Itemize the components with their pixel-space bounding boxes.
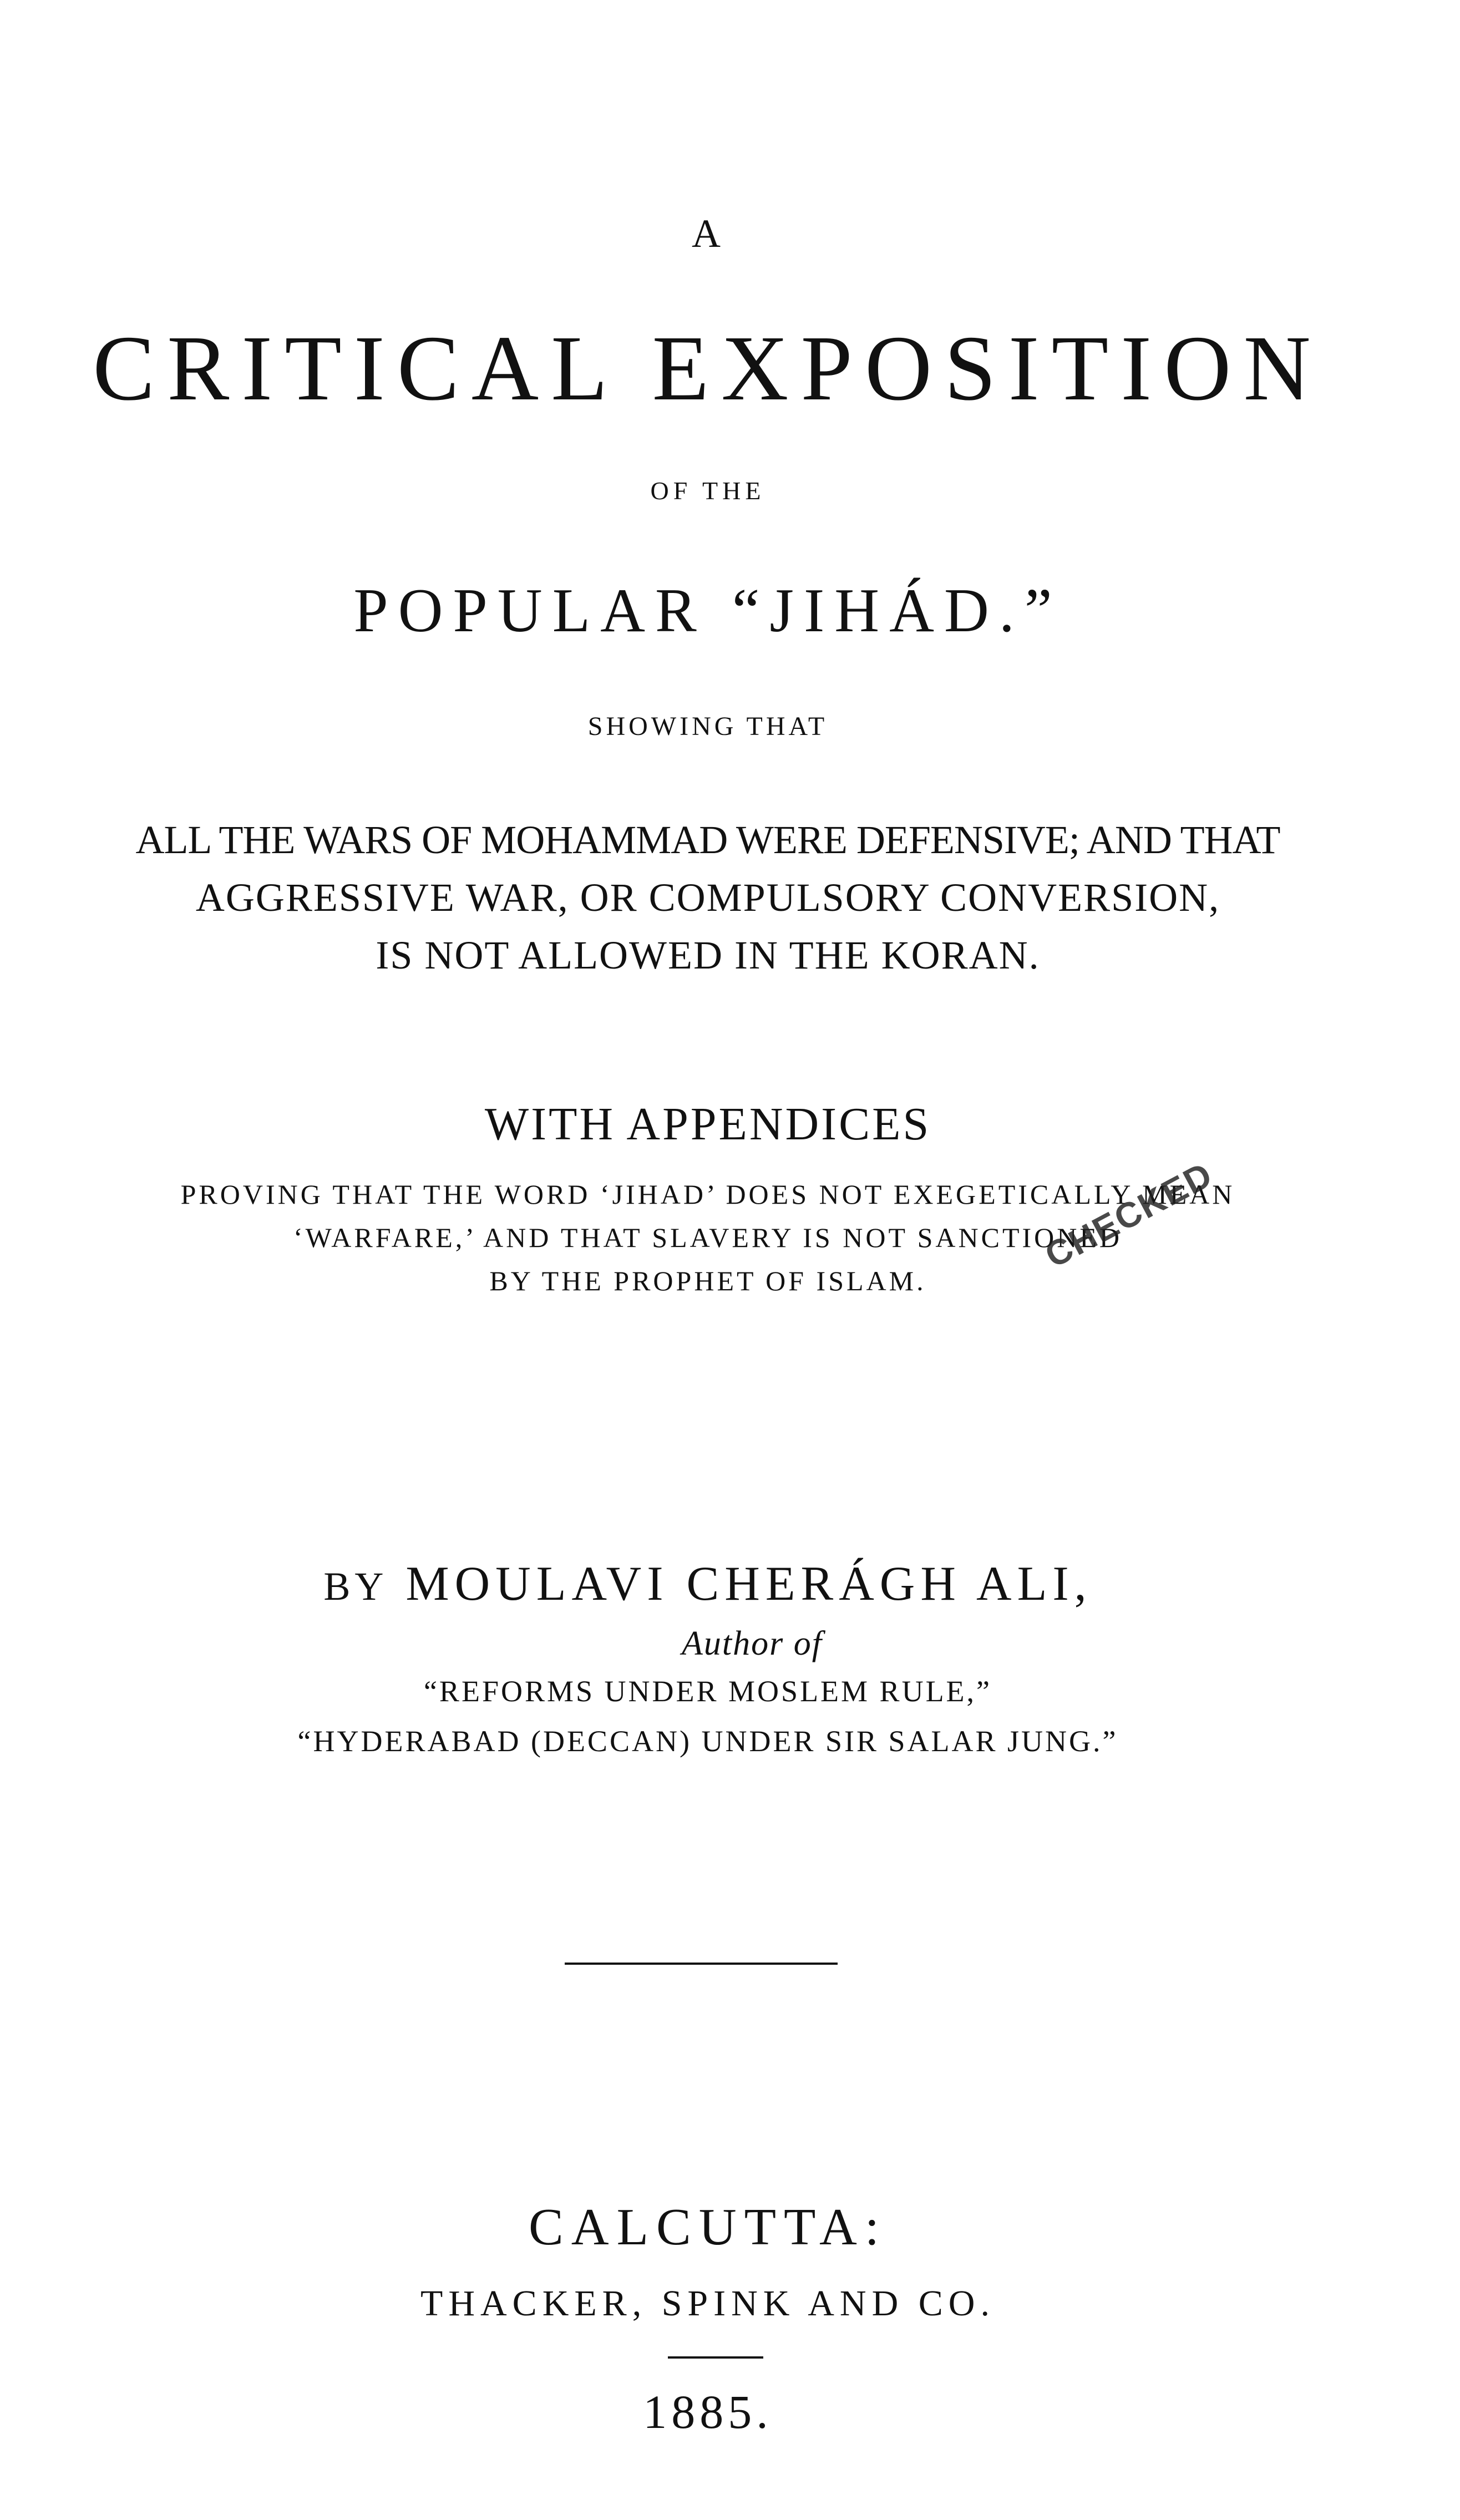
imprint-publisher: THACKER, SPINK AND CO. bbox=[420, 2283, 995, 2324]
previous-work: “HYDERABAD (DECCAN) UNDER SIR SALAR JUNG.” bbox=[297, 1725, 1118, 1758]
separator-rule bbox=[565, 1963, 838, 1965]
subtitle-line: ALL THE WARS OF MOHAMMAD WERE DEFENSIVE; AND THAT bbox=[135, 818, 1280, 862]
author-name: MOULAVI CHERÁGH ALI, bbox=[405, 1557, 1092, 1611]
main-title: CRITICAL EXPOSITION bbox=[93, 317, 1323, 420]
by-label: BY bbox=[323, 1564, 388, 1609]
subtitle-line: AGGRESSIVE WAR, OR COMPULSORY CONVERSION, bbox=[195, 875, 1220, 920]
title-article: A bbox=[692, 211, 724, 256]
imprint-year: 1885. bbox=[643, 2385, 773, 2438]
appendices-line: BY THE PROPHET OF ISLAM. bbox=[489, 1265, 926, 1296]
author-of-label: Author of bbox=[682, 1625, 823, 1662]
subtitle-line: IS NOT ALLOWED IN THE KORAN. bbox=[376, 933, 1040, 977]
appendices-line: PROVING THAT THE WORD ‘JIHAD’ DOES NOT EXEGETICALLY MEAN bbox=[180, 1179, 1235, 1210]
subject-title: POPULAR “JIHÁD.” bbox=[353, 576, 1062, 645]
previous-work: “REFORMS UNDER MOSLEM RULE,” bbox=[423, 1675, 992, 1708]
stamp-text: CHECKED bbox=[1038, 1154, 1219, 1276]
short-separator-rule bbox=[668, 2356, 763, 2359]
of-the-label: OF THE bbox=[650, 476, 766, 505]
library-stamp bbox=[1038, 1154, 1219, 1276]
author-byline bbox=[0, 1557, 1416, 1611]
showing-that-label: SHOWING THAT bbox=[587, 712, 828, 741]
appendices-line: ‘WARFARE,’ AND THAT SLAVERY IS NOT SANCTIONED bbox=[293, 1222, 1123, 1253]
appendices-heading: WITH APPENDICES bbox=[484, 1098, 931, 1150]
imprint-city: CALCUTTA: bbox=[529, 2198, 887, 2256]
